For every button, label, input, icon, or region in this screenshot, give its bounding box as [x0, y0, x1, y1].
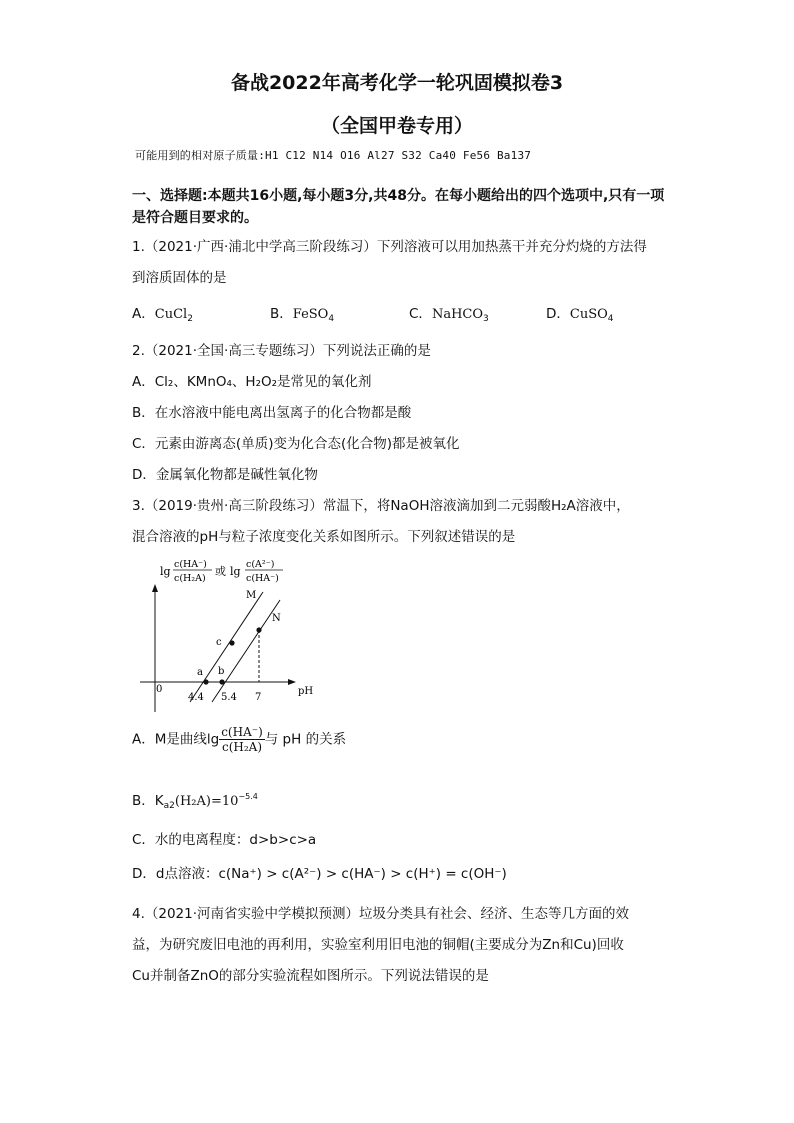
- q2-option-b: B．在水溶液中能电离出氢离子的化合物都是酸: [132, 405, 412, 421]
- q4-stem-line1: 4.（2021·河南省实验中学模拟预测）垃圾分类具有社会、经济、生态等几方面的效: [132, 906, 630, 922]
- q3-option-b-k: B．K: [132, 793, 164, 809]
- q3-stem-line1: 3.（2019·贵州·高三阶段练习）常温下，将NaOH溶液滴加到二元弱酸H₂A溶液中，: [132, 498, 630, 514]
- graph-ylabel-lg1: lg: [160, 565, 171, 578]
- page-title: 备战2022年高考化学一轮巩固模拟卷3: [230, 72, 564, 94]
- graph-point-a: [203, 679, 208, 684]
- q1-option-c-label: C．: [409, 306, 432, 322]
- q3-option-a-num: c(HA⁻): [221, 725, 263, 739]
- q2-stem: 2.（2021·全国·高三专题练习）下列说法正确的是: [132, 343, 431, 359]
- q1-option-a-formula: CuCl: [154, 307, 188, 322]
- q1-option-a-label: A．: [132, 306, 155, 322]
- q3-option-a: [132, 725, 346, 754]
- q3-option-a-den: c(H₂A): [221, 740, 262, 754]
- graph-point-b: [219, 679, 224, 684]
- q1-option-d-label: D．: [546, 306, 570, 322]
- q2-option-d: D．金属氧化物都是碱性氧化物: [132, 467, 318, 483]
- q3-option-d: D．d点溶液：c(Na⁺) > c(A²⁻) > c(HA⁻) > c(H⁺) = c(OH⁻): [132, 866, 507, 882]
- q1-option-c-formula: NaHCO: [431, 307, 484, 322]
- graph-label-m: M: [246, 590, 257, 601]
- page-subtitle: （全国甲卷专用）: [320, 115, 473, 137]
- section-heading: 一、选择题:本题共16小题,每小题3分,共48分。在每小题给出的四个选项中,只有一项是符合题目要求的。: [132, 188, 665, 226]
- q1-option-a: A．CuCl$_2$: [132, 306, 193, 324]
- q1-option-b-label: B．: [270, 306, 293, 322]
- graph-label-a: a: [197, 667, 203, 678]
- graph-line-m: [190, 592, 263, 702]
- atomic-mass-note: 可能用到的相对原子质量:H1 C12 N14 O16 Al27 S32 Ca40 Fe56 Ba137: [135, 149, 532, 162]
- graph-frac2-num: c(A²⁻): [246, 559, 275, 570]
- q1-option-d-formula: CuSO: [569, 307, 608, 322]
- graph-origin: 0: [156, 684, 163, 695]
- graph-frac1-den: c(H₂A): [174, 573, 206, 584]
- q1-option-c: C．NaHCO$_3$: [409, 306, 489, 324]
- graph-line-n: [212, 600, 280, 702]
- graph-ylabel-or: 或: [215, 565, 226, 578]
- graph-label-n: N: [272, 613, 281, 624]
- q1-option-b: B．FeSO$_4$: [270, 306, 335, 324]
- graph-point-d: [256, 627, 261, 632]
- q3-option-a-post: 与 pH 的关系: [264, 731, 347, 748]
- q3-option-a-pre: A．M是曲线lg: [132, 731, 220, 748]
- graph-frac2-den: c(HA⁻): [246, 573, 279, 584]
- q2-option-a: A．Cl₂、KMnO₄、H₂O₂是常见的氧化剂: [132, 374, 372, 390]
- q1-option-d: D．CuSO$_4$: [546, 306, 614, 324]
- graph-xlabel: pH: [298, 686, 314, 697]
- q3-stem-line2: 混合溶液的pH与粒子浓度变化关系如图所示。下列叙述错误的是: [132, 529, 516, 545]
- graph-tick-2: 5.4: [221, 692, 237, 703]
- graph-label-b: b: [218, 666, 225, 677]
- q4-stem-line2: 益，为研究废旧电池的再利用，实验室利用旧电池的铜帽(主要成分为Zn和Cu)回收: [132, 937, 624, 953]
- q3-graph: [140, 552, 330, 717]
- q3-option-a-fraction: [219, 725, 265, 754]
- graph-point-c: [229, 640, 234, 645]
- q1-stem-line1: 1.（2021·广西·浦北中学高三阶段练习）下列溶液可以用加热蒸干并充分灼烧的方法得: [132, 239, 647, 255]
- q3-option-b-exp: −5.4: [238, 792, 258, 801]
- graph-tick-3: 7: [255, 692, 262, 703]
- q3-option-b: [132, 789, 258, 811]
- q3-option-b-rest: (H₂A)=10: [174, 794, 239, 809]
- q4-stem-line3: Cu并制备ZnO的部分实验流程如图所示。下列说法错误的是: [132, 968, 489, 984]
- graph-frac1-num: c(HA⁻): [174, 559, 207, 570]
- q1-stem-line2: 到溶质固体的是: [132, 270, 227, 286]
- graph-label-c: c: [216, 637, 222, 648]
- q3-option-b-sub: a2: [163, 801, 175, 811]
- graph-ylabel-lg2: lg: [230, 565, 241, 578]
- q3-option-c: C．水的电离程度：d>b>c>a: [132, 832, 317, 848]
- graph-tick-1: 4.4: [188, 692, 204, 703]
- q1-option-b-formula: FeSO: [292, 307, 329, 322]
- q2-option-c: C．元素由游离态(单质)变为化合态(化合物)都是被氧化: [132, 436, 460, 452]
